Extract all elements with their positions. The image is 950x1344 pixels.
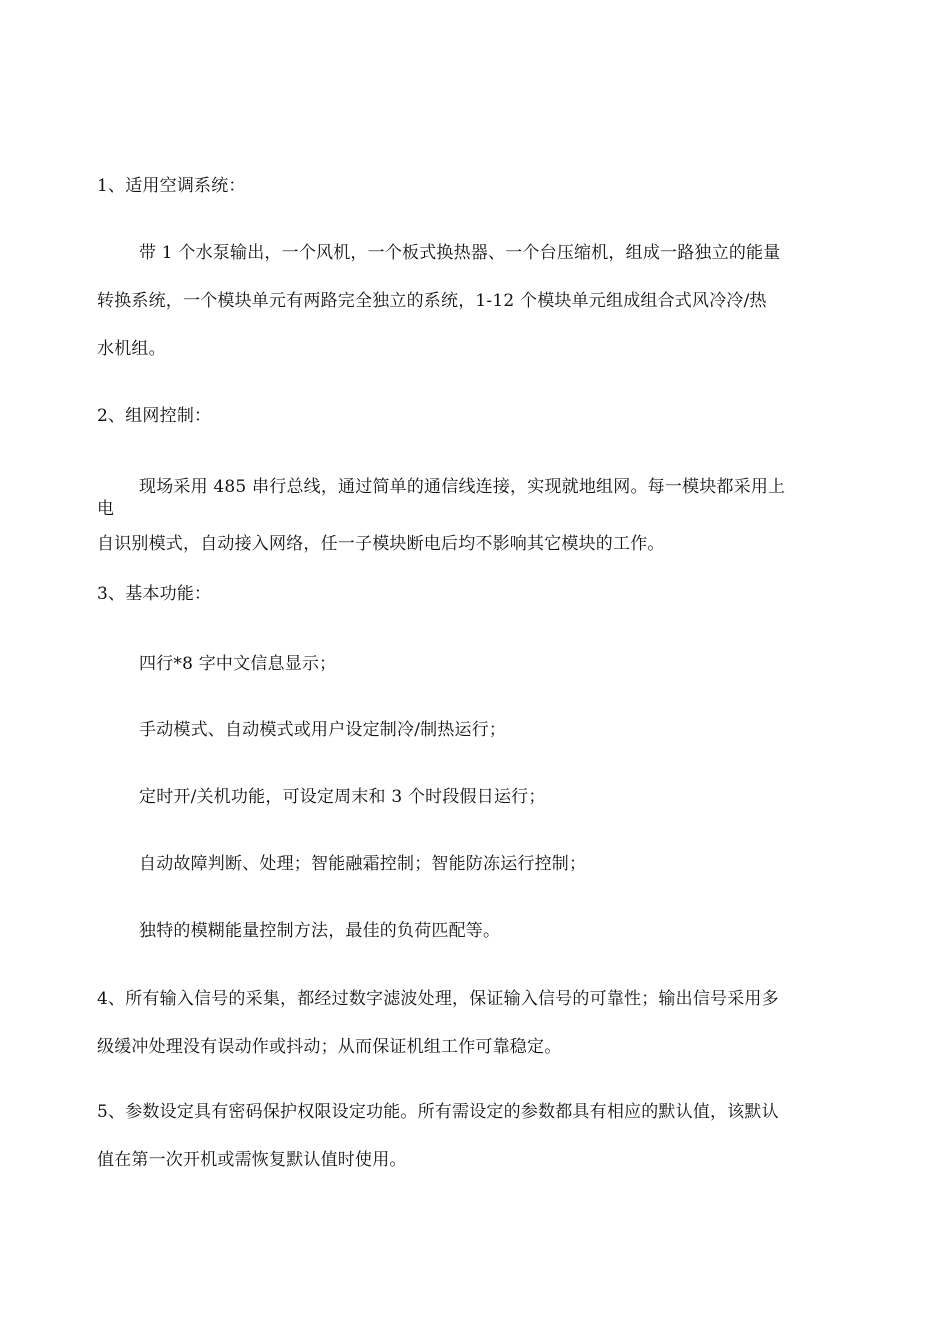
section-5-line-2: 值在第一次开机或需恢复默认值时使用。: [97, 1150, 407, 1170]
section-5-line-1: 5、参数设定具有密码保护权限设定功能。所有需设定的参数都具有相应的默认值，该默认: [97, 1102, 779, 1122]
section-3-item-1: 四行*8 字中文信息显示；: [139, 654, 337, 674]
section-4-line-2: 级缓冲处理没有误动作或抖动；从而保证机组工作可靠稳定。: [97, 1037, 562, 1057]
section-1-line-3: 水机组。: [97, 339, 166, 359]
section-4-line-1: 4、所有输入信号的采集，都经过数字滤波处理，保证输入信号的可靠性；输出信号采用多: [97, 989, 779, 1009]
section-3-item-5: 独特的模糊能量控制方法，最佳的负荷匹配等。: [139, 921, 501, 941]
section-2-line-3: 自识别模式，自动接入网络，任一子模块断电后均不影响其它模块的工作。: [97, 534, 665, 554]
section-2-heading: 2、组网控制：: [97, 406, 212, 426]
section-2-line-2: 电: [97, 499, 115, 519]
section-3-item-3: 定时开/关机功能，可设定周末和 3 个时段假日运行；: [139, 787, 546, 807]
section-3-item-4: 自动故障判断、处理；智能融霜控制；智能防冻运行控制；: [139, 854, 587, 874]
section-3-item-2: 手动模式、自动模式或用户设定制冷/制热运行；: [139, 720, 507, 740]
section-1-line-1: 带 1 个水泵输出，一个风机，一个板式换热器、一个台压缩机，组成一路独立的能量: [139, 243, 781, 263]
section-3-heading: 3、基本功能：: [97, 584, 212, 604]
section-2-line-1: 现场采用 485 串行总线，通过简单的通信线连接，实现就地组网。每一模块都采用上: [139, 477, 786, 497]
section-1-heading: 1、适用空调系统：: [97, 176, 246, 196]
section-1-line-2: 转换系统，一个模块单元有两路完全独立的系统，1-12 个模块单元组成组合式风冷冷/热: [97, 291, 767, 311]
